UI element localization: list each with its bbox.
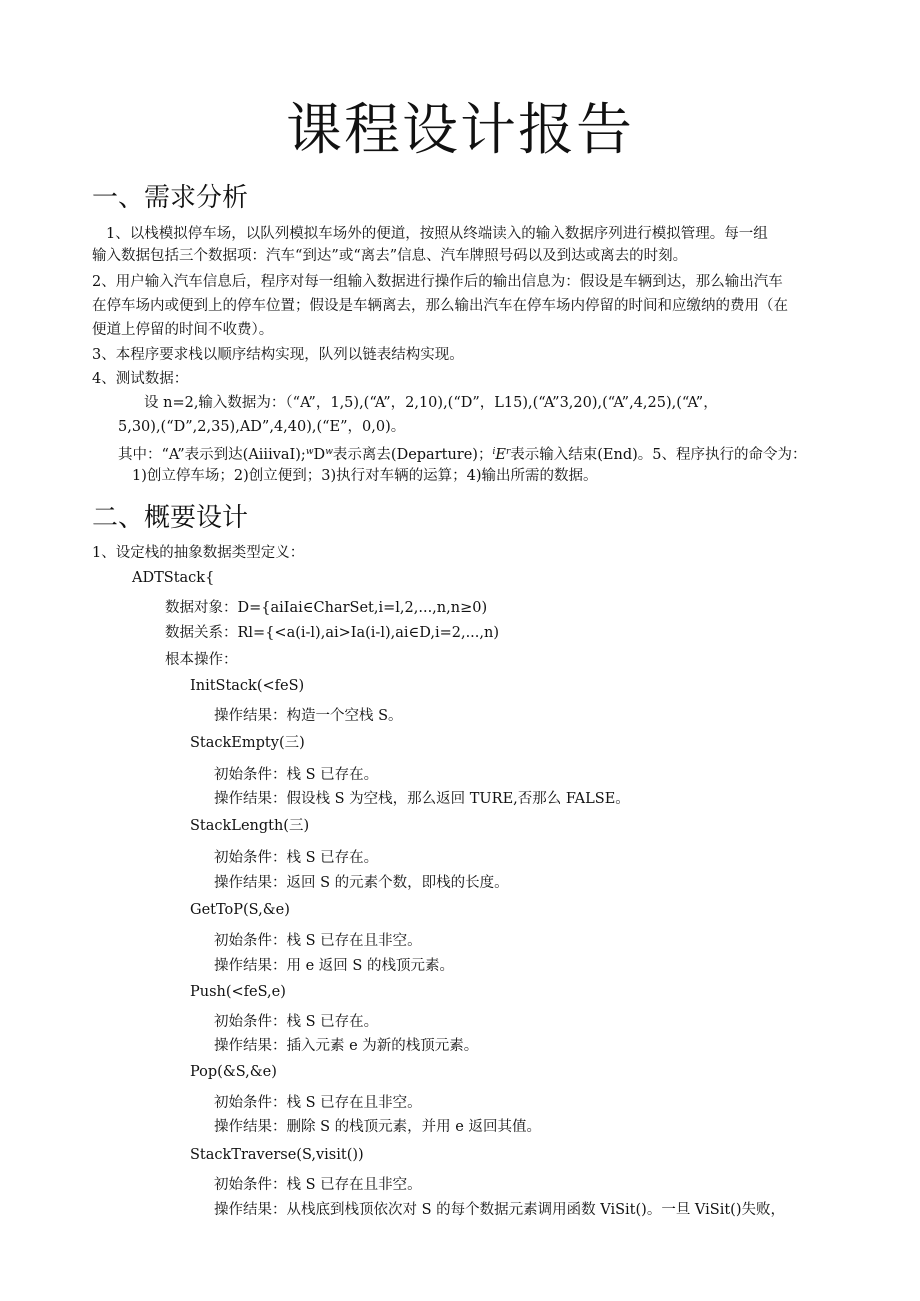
operation-detail: 操作结果：用 e 返回 S 的栈顶元素。 (214, 958, 454, 974)
paragraph-line: 在停车场内或便到上的停车位置；假设是车辆离去，那么输出汽车在停车场内停留的时间和应缴纳的费用（在 (92, 298, 788, 314)
paragraph-line: 4、测试数据： (92, 371, 189, 387)
operation-detail: 操作结果：假设栈 S 为空栈，那么返回 TURE,否那么 FALSE。 (214, 791, 630, 807)
adt-data-object: 数据对象：D={aiIai∈CharSet,i=l,2,...,n,n≥0) (165, 600, 488, 616)
paragraph-line: 1、设定栈的抽象数据类型定义： (92, 545, 305, 561)
paragraph-line: 输入数据包括三个数据项：汽车“到达”或“离去”信息、汽车牌照号码以及到达或离去的时刻。 (92, 248, 688, 264)
paragraph-line: 3、本程序要求栈以顺序结构实现，队列以链表结构实现。 (92, 347, 464, 363)
operation-detail: 初始条件：栈 S 已存在且非空。 (214, 1095, 422, 1111)
explanation-text: 表示输入结束(End)。5、程序执行的命令为： (510, 447, 807, 463)
operation-detail: 操作结果：插入元素 e 为新的栈顶元素。 (214, 1038, 479, 1054)
operation-name: GetToP(S,&e) (190, 902, 290, 918)
operation-detail: 初始条件：栈 S 已存在且非空。 (214, 1177, 422, 1193)
explanation-text: 其中：“A”表示到达(AiiivaI); (118, 447, 306, 463)
document-title: 课程设计报告 (286, 98, 634, 163)
explanation-line (118, 442, 807, 465)
paragraph-line: 2、用户输入汽车信息后，程序对每一组输入数据进行操作后的输出信息为：假设是车辆到达，那么输出汽车 (92, 274, 783, 290)
adt-data-relation: 数据关系：Rl={<a(i-l),ai>Ia(i-l),ai∈D,i=2,...,n) (165, 625, 500, 641)
section-heading-overview: 二、概要设计 (92, 503, 249, 533)
operation-detail: 操作结果：构造一个空栈 S。 (214, 708, 403, 724)
adt-header: ADTStack{ (132, 570, 215, 586)
explanation-superscript: w (325, 447, 333, 457)
explanation-text: D (313, 447, 326, 463)
operation-name: InitStack(<feS) (190, 678, 305, 694)
commands-line: 1)创立停车场；2)创立便到；3)执行对车辆的运算；4)输出所需的数据。 (132, 468, 598, 484)
operation-detail: 操作结果：删除 S 的栈顶元素，并用 e 返回其值。 (214, 1119, 541, 1135)
explanation-superscript: i (492, 447, 496, 457)
operation-detail: 初始条件：栈 S 已存在。 (214, 850, 379, 866)
test-data-line: 设 n=2,输入数据为：（“A”，1,5),(“A”，2,10),(“D”，L15),(“A”3,20),(“A”,4,25),(“A”， (144, 395, 718, 411)
operation-detail: 初始条件：栈 S 已存在。 (214, 767, 379, 783)
operation-name: StackTraverse(S,visit()) (190, 1147, 364, 1163)
operation-detail: 操作结果：返回 S 的元素个数，即栈的长度。 (214, 875, 509, 891)
paragraph-line: 便道上停留的时间不收费）。 (92, 322, 274, 338)
operation-name: Push(<feS,e) (190, 984, 286, 1000)
paragraph-line: 1、以栈模拟停车场，以队列模拟车场外的便道，按照从终端读入的输入数据序列进行模拟管理。每一组 (106, 226, 768, 242)
operation-name: StackLength(三) (190, 818, 310, 834)
explanation-text: E (495, 447, 506, 463)
operation-detail: 初始条件：栈 S 已存在且非空。 (214, 933, 422, 949)
explanation-superscript: w (305, 447, 314, 457)
adt-basic-operations: 根本操作： (165, 652, 238, 668)
section-heading-requirements: 一、需求分析 (92, 183, 249, 213)
operation-detail: 初始条件：栈 S 已存在。 (214, 1014, 379, 1030)
operation-name: StackEmpty(三) (190, 735, 305, 751)
operation-name: Pop(&S,&e) (190, 1064, 277, 1080)
explanation-text: 表示离去(Departure)； (332, 447, 493, 463)
test-data-line: 5,30),(“D”,2,35),AD”,4,40),(“E”，0,0)。 (118, 419, 406, 435)
operation-detail: 操作结果：从栈底到栈顶依次对 S 的每个数据元素调用函数 ViSit()。一旦 ViSit()失败， (214, 1202, 785, 1218)
explanation-superscript: r (505, 447, 511, 457)
